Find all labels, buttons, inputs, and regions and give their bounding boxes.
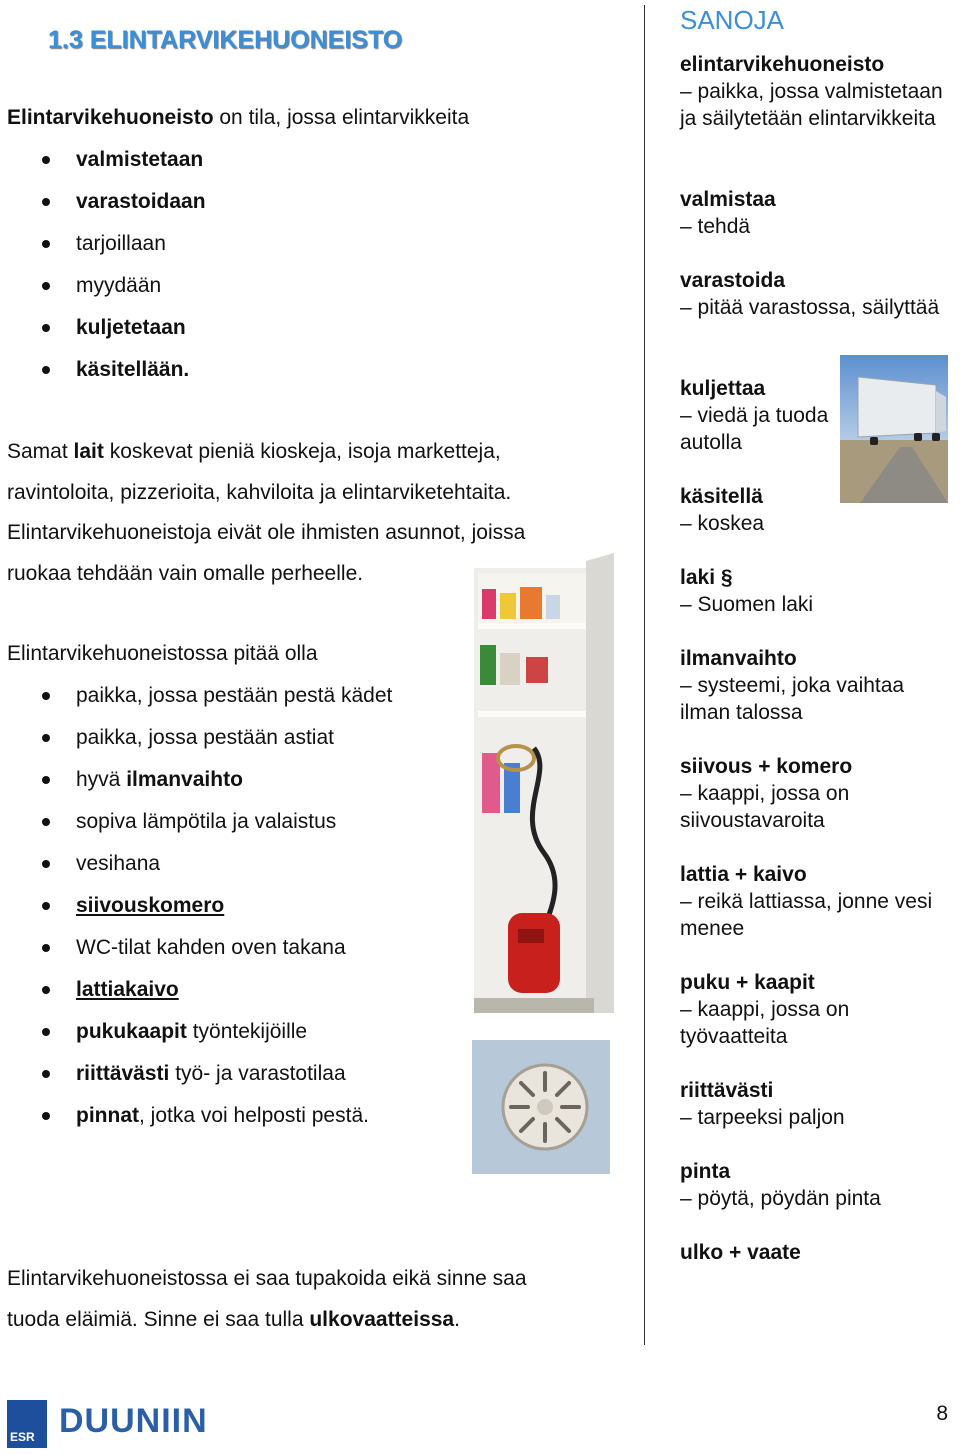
list-item: sopiva lämpötila ja valaistus <box>0 801 392 843</box>
term-definition: – systeemi, joka vaihtaa ilman talossa <box>680 674 905 724</box>
para2-line4: ruokaa tehdään vain omalle perheelle. <box>7 562 364 585</box>
list-item <box>0 1053 392 1095</box>
vocab-term <box>680 861 955 942</box>
list-item: varastoidaan <box>0 181 206 223</box>
page-number: 8 <box>936 1402 948 1425</box>
sidebar-title: SANOJA <box>680 5 785 35</box>
vocab-term <box>680 267 955 321</box>
logo-text: DUUNIIN <box>59 1402 208 1440</box>
list-item: paikka, jossa pestään astiat <box>0 717 392 759</box>
vocab-term <box>680 1158 955 1212</box>
list-item <box>0 759 392 801</box>
list-item: käsitellään. <box>0 349 206 391</box>
para2-line1 <box>7 431 501 472</box>
text: . <box>454 1308 460 1331</box>
para4-line1: Elintarvikehuoneistossa ei saa tupakoida eikä sinne saa <box>7 1267 527 1290</box>
text: tuoda eläimiä. Sinne ei saa tulla <box>7 1308 310 1331</box>
term-word: ulko + vaate <box>680 1241 801 1264</box>
column-divider <box>644 5 645 1345</box>
term-definition: – pöytä, pöydän pinta <box>680 1187 881 1210</box>
term-definition: – viedä ja tuoda autolla <box>680 404 829 454</box>
vocab-term <box>680 375 830 456</box>
vocab-term <box>680 51 955 132</box>
term-bold: pinnat <box>76 1104 139 1127</box>
vocab-term <box>680 753 955 834</box>
term-word: riittävästi <box>680 1079 774 1102</box>
term-word: valmistaa <box>680 188 776 211</box>
list-item: vesihana <box>0 843 392 885</box>
activities-list <box>0 139 206 391</box>
text: hyvä <box>76 768 127 791</box>
term-definition: – paikka, jossa valmistetaan ja säilytetään elintarvikkeita <box>680 80 943 130</box>
para2-line3: Elintarvikehuoneistoja eivät ole ihmisten asunnot, joissa <box>7 521 526 544</box>
text: koskevat pieniä kioskeja, isoja marketteja, <box>103 440 501 463</box>
term-definition: – kaappi, jossa on työvaatteita <box>680 998 850 1048</box>
requirements-list <box>0 675 392 1137</box>
term-definition: – kaappi, jossa on siivoustavaroita <box>680 782 850 832</box>
term-bold: pukukaapit <box>76 1020 187 1043</box>
term-definition: – tehdä <box>680 215 751 238</box>
term-word: puku + kaapit <box>680 971 815 994</box>
list-item: kuljetetaan <box>0 307 206 349</box>
vocab-term <box>680 564 955 618</box>
esr-flag-icon <box>7 1400 47 1448</box>
vocab-term <box>680 645 955 726</box>
list-item: paikka, jossa pestään pestä kädet <box>0 675 392 717</box>
term-bold: riittävästi <box>76 1062 170 1085</box>
truck-image <box>840 355 948 503</box>
term-word: käsitellä <box>680 485 763 508</box>
text: työntekijöille <box>186 1020 308 1043</box>
duuniin-logo <box>7 1400 207 1450</box>
term-bold: ilmanvaihto <box>126 768 243 791</box>
vocab-term <box>680 1077 955 1131</box>
list-item <box>0 969 392 1011</box>
term-word: kuljettaa <box>680 377 766 400</box>
text: Samat <box>7 440 74 463</box>
para2-line2: ravintoloita, pizzerioita, kahviloita ja elintarviketehtaita. <box>7 481 512 504</box>
para3: Elintarvikehuoneistossa pitää olla <box>7 642 318 665</box>
term-definition: – Suomen laki <box>680 593 814 616</box>
term-definition: – tarpeeksi paljon <box>680 1106 845 1129</box>
text: työ- ja varastotilaa <box>169 1062 346 1085</box>
vocab-term <box>680 1239 955 1266</box>
term-word: elintarvikehuoneisto <box>680 53 885 76</box>
list-item <box>0 885 392 927</box>
term-underlined: lattiakaivo <box>76 978 179 1001</box>
list-item: WC-tilat kahden oven takana <box>0 927 392 969</box>
esr-label: ESR <box>10 1430 35 1444</box>
intro-bold: Elintarvikehuoneisto <box>7 106 214 129</box>
list-item <box>0 1095 392 1137</box>
intro-line <box>7 97 469 138</box>
cleaning-closet-image <box>474 553 616 1013</box>
page-title: 1.3 ELINTARVIKEHUONEISTO <box>48 26 403 54</box>
term-definition: – koskea <box>680 512 765 535</box>
list-item: myydään <box>0 265 206 307</box>
term-underlined: siivouskomero <box>76 894 225 917</box>
text: , jotka voi helposti pestä. <box>139 1104 369 1127</box>
term-word: lattia + kaivo <box>680 863 807 886</box>
laws-bold: lait <box>73 440 104 463</box>
floor-drain-image <box>472 1040 610 1174</box>
term-word: laki § <box>680 566 733 589</box>
list-item: valmistetaan <box>0 139 206 181</box>
vocab-term <box>680 186 955 240</box>
vocab-term <box>680 969 955 1050</box>
term-word: pinta <box>680 1160 731 1183</box>
intro-rest: on tila, jossa elintarvikkeita <box>213 106 470 129</box>
term-word: varastoida <box>680 269 786 292</box>
term-word: siivous + komero <box>680 755 853 778</box>
para4-line2 <box>7 1299 460 1340</box>
term-definition: – pitää varastossa, säilyttää <box>680 296 940 319</box>
term-word: ilmanvaihto <box>680 647 797 670</box>
term-definition: – reikä lattiassa, jonne vesi menee <box>680 890 933 940</box>
list-item: tarjoillaan <box>0 223 206 265</box>
term-bold: ulkovaatteissa <box>309 1308 455 1331</box>
list-item <box>0 1011 392 1053</box>
